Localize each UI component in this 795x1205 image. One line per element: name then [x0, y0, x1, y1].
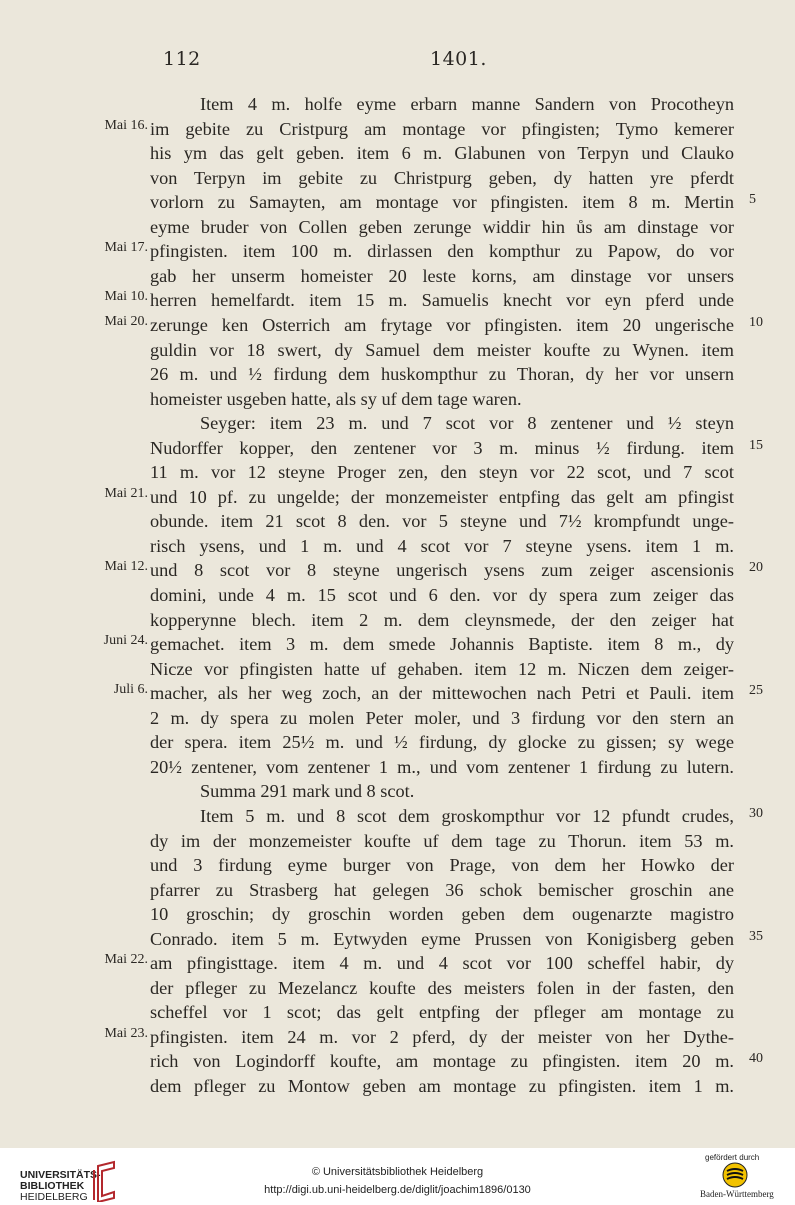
text-line [0, 951, 795, 976]
line-text: pfingisten. item 100 m. dirlassen den kompthur zu Papow, do vor [150, 241, 734, 262]
line-number: 15 [749, 437, 763, 453]
text-line [0, 264, 795, 289]
text-line [0, 1025, 795, 1050]
text-line [0, 313, 795, 338]
text-line [0, 190, 795, 215]
text-line [0, 779, 795, 804]
page-number: 112 [163, 48, 201, 70]
text-line [0, 141, 795, 166]
margin-date: Juni 24. [103, 633, 148, 649]
line-text: risch ysens, und 1 m. und 4 scot vor 7 steyne ysens. item 1 m. [150, 535, 734, 556]
line-text: eyme bruder von Collen geben zerunge widdir hin ůs am dinstage vor [150, 216, 734, 237]
text-line [0, 436, 795, 461]
line-text: his ym das gelt geben. item 6 m. Glabunen von Terpyn und Clauko [150, 143, 734, 164]
line-number: 10 [749, 314, 763, 330]
line-text: und 8 scot vor 8 steyne ungerisch ysens zum zeiger ascensionis [150, 560, 734, 581]
text-line [0, 730, 795, 755]
line-text: gemachet. item 3 m. dem smede Johannis Baptiste. item 8 m., dy [150, 634, 734, 655]
line-text: homeister usgeben hatte, als sy uf dem tage waren. [150, 388, 522, 409]
text-line [0, 829, 795, 854]
line-number: 40 [749, 1051, 763, 1067]
line-text: Item 5 m. und 8 scot dem groskompthur vor 12 pfundt crudes, [200, 805, 734, 826]
text-line [0, 681, 795, 706]
text-line [0, 976, 795, 1001]
margin-date: Mai 21. [104, 485, 148, 501]
state-name: Baden-Württemberg [700, 1189, 774, 1199]
line-text: pfingisten. item 24 m. vor 2 pferd, dy der meister von her Dythe- [150, 1026, 734, 1047]
margin-date: Juli 6. [113, 682, 148, 698]
text-line [0, 215, 795, 240]
margin-date: Mai 12. [104, 559, 148, 575]
text-line [0, 239, 795, 264]
line-number: 35 [749, 928, 763, 944]
line-text: im gebite zu Cristpurg am montage vor pfingisten; Tymo kemerer [150, 118, 734, 139]
text-line [0, 755, 795, 780]
line-text: herren hemelfardt. item 15 m. Samuelis knecht vor eyn pferd unde [150, 290, 734, 311]
line-text: vorlorn zu Samayten, am montage vor pfingisten. item 8 m. Mertin [150, 192, 734, 213]
text-line [0, 387, 795, 412]
text-line [0, 117, 795, 142]
line-number: 25 [749, 683, 763, 699]
text-line [0, 485, 795, 510]
line-text: guldin vor 18 swert, dy Samuel dem meister koufte zu Wynen. item [150, 339, 734, 360]
text-line [0, 534, 795, 559]
text-line [0, 1000, 795, 1025]
copyright-notice: © Universitätsbibliothek Heidelberg [311, 1166, 484, 1178]
line-text: Nudorffer kopper, den zentener vor 3 m. minus ½ firdung. item [150, 437, 734, 458]
margin-date: Mai 20. [104, 313, 148, 329]
line-number: 20 [749, 560, 763, 576]
line-text: Seyger: item 23 m. und 7 scot vor 8 zentener und ½ steyn [200, 413, 734, 434]
line-text: und 3 firdung eyme burger von Prage, von dem her Howko der [150, 855, 734, 876]
margin-date: Mai 16. [104, 117, 148, 133]
state-crest-icon [722, 1162, 748, 1188]
line-text: 2 m. dy spera zu molen Peter moler, und 3 firdung vor den stern an [150, 707, 734, 728]
line-text: am pfingisttage. item 4 m. und 4 scot vor 100 scheffel habir, dy [150, 953, 734, 974]
line-text: gab her unserm homeister 20 leste korns, am dinstage vor unsers [150, 265, 734, 286]
line-text: domini, unde 4 m. 15 scot und 6 den. vor dy spera zum zeiger das [150, 585, 734, 605]
text-line [0, 878, 795, 903]
line-text: 10 groschin; dy groschin worden geben dem ougenarzte magistro [150, 904, 734, 925]
text-line [0, 853, 795, 878]
permalink[interactable]: http://digi.ub.uni-heidelberg.de/diglit/joachim1896/0130 [264, 1184, 531, 1196]
text-line [0, 338, 795, 363]
margin-date: Mai 23. [104, 1025, 148, 1041]
text-line [0, 460, 795, 485]
text-line [0, 706, 795, 731]
line-number: 5 [749, 192, 756, 208]
line-text: Item 4 m. holfe eyme erbarn manne Sandern von Procotheyn [200, 94, 734, 114]
line-text: von Terpyn im gebite zu Christpurg geben, dy hatten yre pferdt [150, 167, 734, 188]
line-text: rich von Logindorff koufte, am montage zu pfingisten. item 20 m. [150, 1051, 734, 1072]
text-line [0, 1074, 795, 1099]
text-line [0, 411, 795, 436]
text-line [0, 509, 795, 534]
line-number: 30 [749, 805, 763, 821]
line-text: dy im der monzemeister koufte uf dem tage zu Thorun. item 53 m. [150, 830, 734, 851]
text-line [0, 902, 795, 927]
library-name-line1: UNIVERSITÄTS- [20, 1169, 101, 1181]
line-text: und 10 pf. zu ungelde; der monzemeister entpfing das gelt am pfingist [150, 486, 734, 507]
footer-bar [0, 1148, 795, 1205]
line-text: obunde. item 21 scot 8 den. vor 5 steyne und 7½ krompfundt unge- [150, 511, 734, 532]
line-text: Summa 291 mark und 8 scot. [200, 781, 415, 802]
library-name-line2: BIBLIOTHEK [20, 1180, 85, 1192]
text-line [0, 92, 795, 117]
line-text: dem pfleger zu Montow geben am montage zu pfingisten. item 1 m. [150, 1076, 734, 1096]
margin-date: Mai 10. [104, 289, 148, 305]
margin-date: Mai 22. [104, 952, 148, 968]
text-line [0, 632, 795, 657]
margin-date: Mai 17. [104, 240, 148, 256]
text-line [0, 362, 795, 387]
text-line [0, 804, 795, 829]
text-line [0, 657, 795, 682]
funded-by-label: gefördert durch [705, 1153, 760, 1162]
line-text: Nicze vor pfingisten hatte uf gehaben. item 12 m. Niczen dem zeiger- [150, 658, 734, 679]
line-text: Conrado. item 5 m. Eytwyden eyme Prussen von Konigisberg geben [150, 928, 734, 949]
text-line [0, 558, 795, 583]
line-text: zerunge ken Osterrich am frytage vor pfingisten. item 20 ungerische [150, 314, 734, 335]
line-text: 11 m. vor 12 steyne Proger zen, den steyn vor 22 scot, und 7 scot [150, 462, 734, 483]
line-text: scheffel vor 1 scot; das gelt entpfing der pfleger am montage zu [150, 1002, 734, 1023]
line-text: der pfleger zu Mezelancz koufte des meisters folen in der fasten, den [150, 977, 734, 998]
line-text: macher, als her weg zoch, an der mittewochen nach Petri et Pauli. item [150, 683, 734, 704]
library-name-line3: HEIDELBERG [20, 1191, 88, 1203]
text-line [0, 583, 795, 608]
text-line [0, 608, 795, 633]
line-text: kopperynne blech. item 2 m. dem cleynsmede, der den zeiger hat [150, 609, 734, 630]
text-line [0, 927, 795, 952]
page-year-heading: 1401. [430, 48, 487, 70]
text-line [0, 288, 795, 313]
line-text: 20½ zentener, vom zentener 1 m., und vom zentener 1 firdung zu lutern. [150, 756, 734, 777]
text-line [0, 1049, 795, 1074]
line-text: 26 m. und ½ firdung dem huskompthur zu Thoran, dy her vor unsern [150, 364, 734, 385]
line-text: pfarrer zu Strasberg hat gelegen 36 schok bemischer groschin ane [150, 879, 734, 900]
text-line [0, 166, 795, 191]
line-text: der spera. item 25½ m. und ½ firdung, dy glocke zu gissen; sy wege [150, 732, 734, 753]
